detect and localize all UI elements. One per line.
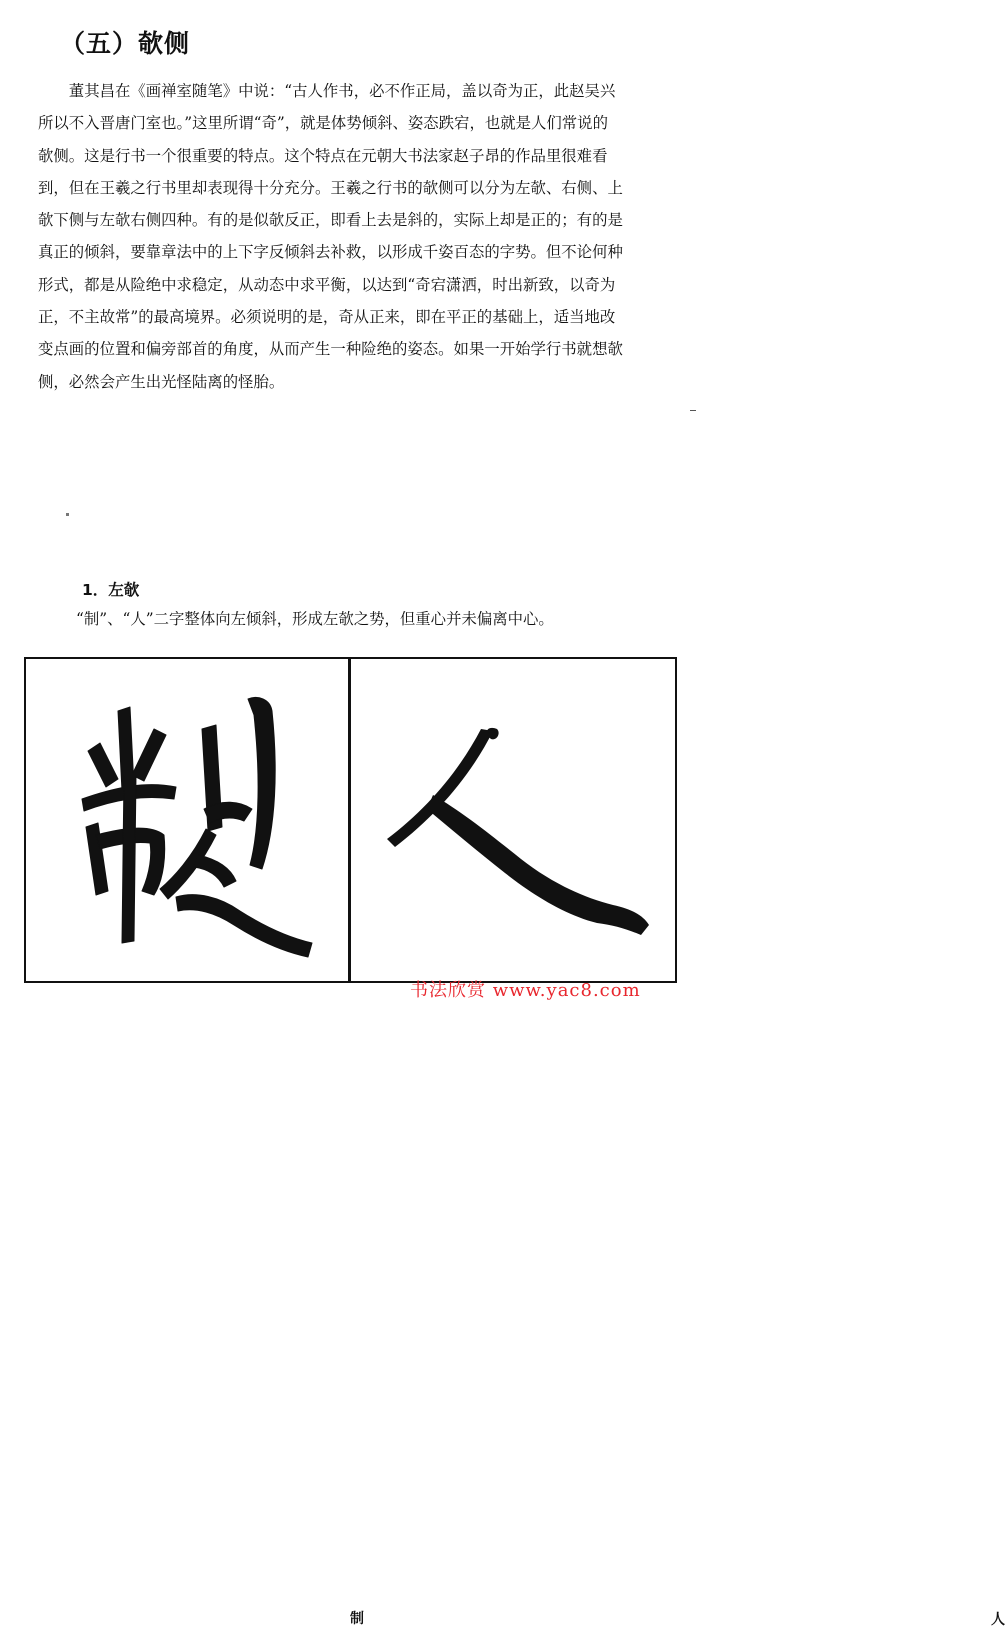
site-watermark: 书法欣赏 www.yac8.com <box>410 980 641 1001</box>
body-line: 到，但在王羲之行书里却表现得十分充分。王羲之行书的欹侧可以分为左欹、右侧、上 <box>38 178 623 197</box>
body-line: 欹下侧与左欹右侧四种。有的是似欹反正，即看上去是斜的，实际上却是正的；有的是 <box>38 211 623 230</box>
body-line: 欹侧。这是行书一个很重要的特点。这个特点在元朝大书法家赵子昂的作品里很难看 <box>38 146 608 165</box>
glyph-label-ren: 人 <box>991 1612 1005 1628</box>
example-caption: “制”、“人”二字整体向左倾斜，形成左欹之势，但重心并未偏离中心。 <box>76 610 554 628</box>
body-line: 正，不主故常”的最高境界。必须说明的是，奇从正来，即在平正的基础上，适当地改 <box>38 308 616 327</box>
body-line: 董其昌在《画禅室随笔》中说：“古人作书，必不作正局，盖以奇为正，此赵吴兴 <box>68 82 616 100</box>
body-line: 所以不入晋唐门室也。”这里所谓“奇”，就是体势倾斜、姿态跌宕，也就是人们常说的 <box>38 114 608 133</box>
body-line: 侧，必然会产生出光怪陆离的怪胎。 <box>38 372 285 391</box>
body-paragraph <box>38 75 668 398</box>
calligraphy-ren-glyph <box>351 659 675 981</box>
scan-dot <box>66 513 69 516</box>
glyph-label-zhi: 制 <box>350 1611 364 1627</box>
glyph-panel-zhi <box>24 657 364 1627</box>
body-line: 形式，都是从险绝中求稳定，从动态中求平衡，以达到“奇宕潇洒，时出新致，以奇为 <box>38 275 616 294</box>
margin-tick <box>690 410 696 411</box>
example-subheading: 1．左欹 <box>82 581 140 599</box>
body-line: 变点画的位置和偏旁部首的角度，从而产生一种险绝的姿态。如果一开始学行书就想欹 <box>38 340 623 359</box>
section-heading: （五）欹侧 <box>60 29 191 58</box>
calligraphy-zhi-glyph <box>26 659 348 981</box>
body-line: 真正的倾斜，要靠章法中的上下字反倾斜去补救，以形成千姿百态的字势。但不论何种 <box>38 243 623 262</box>
